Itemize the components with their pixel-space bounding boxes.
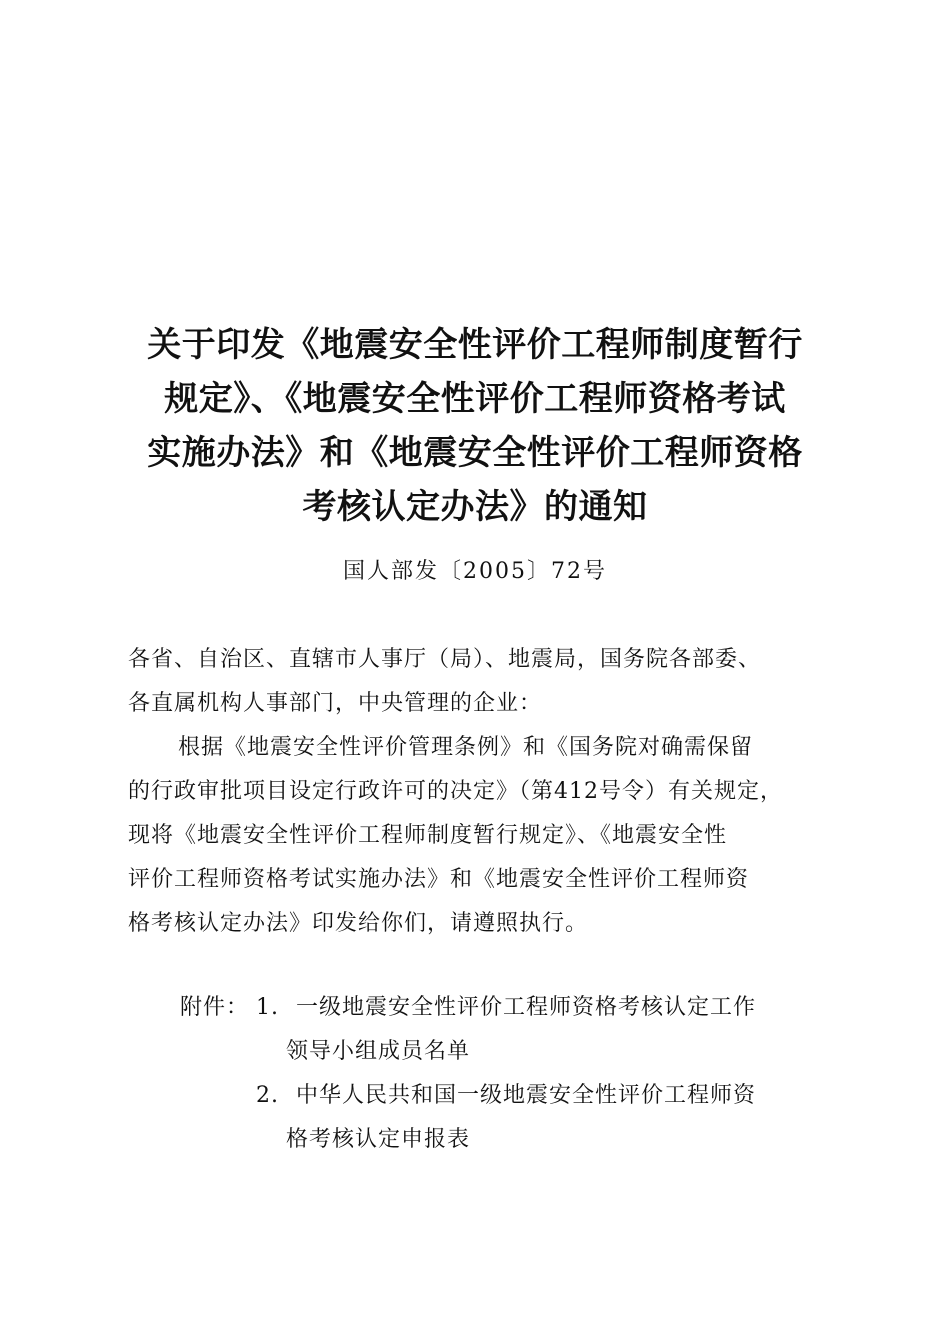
body-line: 现将《地震安全性评价工程师制度暂行规定》、《地震安全性 [128, 823, 728, 848]
attachments-label-spacer [180, 1074, 256, 1118]
document-body [128, 638, 828, 946]
recipient-line: 各直属机构人事部门，中央管理的企业： [128, 691, 543, 716]
attachment-title-cont: 格考核认定申报表 [286, 1127, 471, 1152]
title-line: 规定》、《地震安全性评价工程师资格考试 [164, 379, 786, 419]
attachment-item [180, 986, 840, 1030]
title-line: 考核认定办法》的通知 [302, 487, 648, 527]
attachment-title: 一级地震安全性评价工程师资格考核认定工作 [296, 995, 757, 1020]
attachment-item [180, 1074, 840, 1118]
body-line: 的行政审批项目设定行政许可的决定》（第412号令）有关规定， [128, 779, 783, 804]
document-title [120, 318, 830, 534]
title-line: 关于印发《地震安全性评价工程师制度暂行 [147, 325, 803, 365]
attachment-number: 2. [256, 1083, 279, 1108]
attachment-number: 1. [256, 995, 279, 1020]
attachments-list [180, 986, 840, 1162]
body-line: 根据《地震安全性评价管理条例》和《国务院对确需保留 [178, 735, 754, 760]
title-line: 实施办法》和《地震安全性评价工程师资格 [147, 433, 803, 473]
attachment-title-cont: 领导小组成员名单 [286, 1039, 471, 1064]
recipient-line: 各省、自治区、直辖市人事厅（局）、地震局，国务院各部委、 [128, 647, 762, 672]
body-line: 评价工程师资格考试实施办法》和《地震安全性评价工程师资 [128, 867, 750, 892]
body-line: 格考核认定办法》印发给你们，请遵照执行。 [128, 911, 589, 936]
attachments-label: 附件： [180, 995, 250, 1020]
document-number: 国人部发〔2005〕72号 [343, 559, 607, 584]
attachment-title: 中华人民共和国一级地震安全性评价工程师资 [296, 1083, 757, 1108]
